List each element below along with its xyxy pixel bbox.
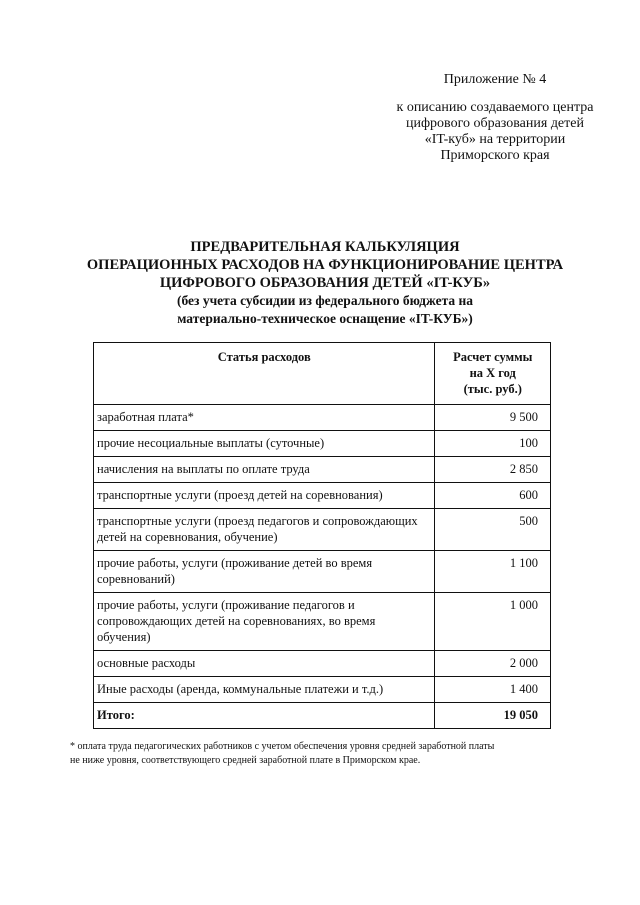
row-item: заработная плата* — [94, 405, 435, 431]
total-label: Итого: — [94, 703, 435, 729]
appendix-line: «IT-куб» на территории — [424, 132, 566, 147]
appendix-header — [360, 72, 630, 164]
header-sum — [435, 343, 551, 405]
total-sum: 19 050 — [435, 703, 551, 729]
header-sum-line: (тыс. руб.) — [463, 382, 522, 396]
table-row — [94, 431, 551, 457]
row-item: транспортные услуги (проезд детей на соревнования) — [94, 483, 435, 509]
expense-table — [93, 342, 551, 729]
row-sum: 100 — [435, 431, 551, 457]
table-row — [94, 593, 551, 651]
row-item: прочие работы, услуги (проживание детей во время соревнований) — [94, 551, 435, 593]
row-sum: 600 — [435, 483, 551, 509]
title-line: ЦИФРОВОГО ОБРАЗОВАНИЯ ДЕТЕЙ «IT-КУБ» — [159, 275, 491, 291]
footnote — [70, 740, 570, 768]
footnote-line: не ниже уровня, соответствующего средней заработной плате в Приморском крае. — [70, 755, 421, 766]
row-item: транспортные услуги (проезд педагогов и сопровождающих детей на соревнования, обучение) — [94, 509, 435, 551]
row-sum: 500 — [435, 509, 551, 551]
appendix-line: Приморского края — [440, 148, 550, 163]
appendix-line: к описанию создаваемого центра — [396, 100, 594, 115]
table-row — [94, 651, 551, 677]
row-sum: 1 000 — [435, 593, 551, 651]
row-item: прочие работы, услуги (проживание педагогов и сопровождающих детей на соревнованиях, во время обучения) — [94, 593, 435, 651]
row-sum: 1 100 — [435, 551, 551, 593]
title-line: ПРЕДВАРИТЕЛЬНАЯ КАЛЬКУЛЯЦИЯ — [190, 239, 460, 255]
row-item: основные расходы — [94, 651, 435, 677]
table-row — [94, 483, 551, 509]
row-item: прочие несоциальные выплаты (суточные) — [94, 431, 435, 457]
total-row — [94, 703, 551, 729]
table-row — [94, 405, 551, 431]
document-title — [70, 238, 580, 328]
title-subline: (без учета субсидии из федерального бюджета на — [176, 293, 474, 308]
appendix-number: Приложение № 4 — [443, 72, 547, 87]
title-subline: материально-техническое оснащение «IT-КУБ») — [177, 311, 473, 326]
header-sum-line: Расчет суммы — [453, 350, 533, 364]
table-row — [94, 509, 551, 551]
table-row — [94, 457, 551, 483]
table-row — [94, 677, 551, 703]
table-header-row — [94, 343, 551, 405]
row-item: Иные расходы (аренда, коммунальные платежи и т.д.) — [94, 677, 435, 703]
title-line: ОПЕРАЦИОННЫХ РАСХОДОВ НА ФУНКЦИОНИРОВАНИЕ ЦЕНТРА — [86, 257, 564, 273]
footnote-line: * оплата труда педагогических работников с учетом обеспечения уровня средней заработной платы — [70, 741, 495, 752]
header-item: Статья расходов — [94, 343, 435, 405]
header-sum-line: на X год — [469, 366, 516, 380]
row-sum: 2 850 — [435, 457, 551, 483]
table-row — [94, 551, 551, 593]
row-sum: 2 000 — [435, 651, 551, 677]
row-item: начисления на выплаты по оплате труда — [94, 457, 435, 483]
appendix-line: цифрового образования детей — [406, 116, 584, 131]
row-sum: 9 500 — [435, 405, 551, 431]
row-sum: 1 400 — [435, 677, 551, 703]
